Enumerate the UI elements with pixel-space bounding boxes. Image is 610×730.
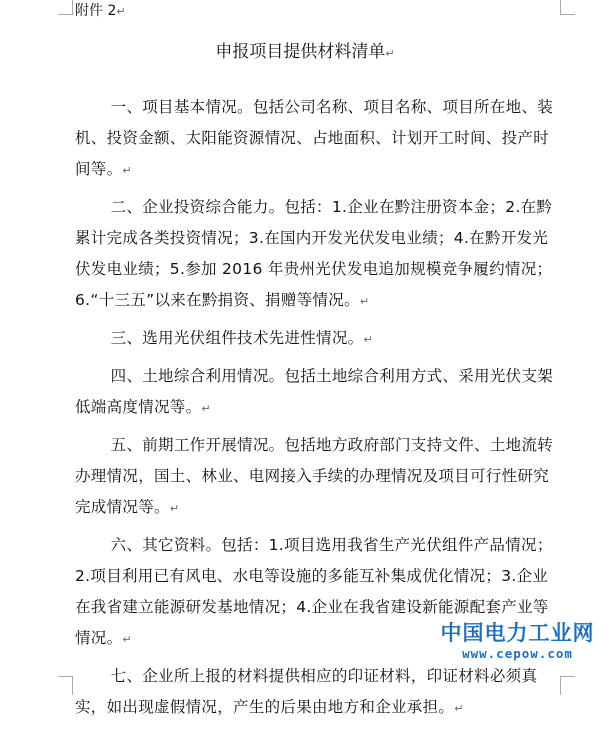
paragraph-mark-icon: ↵ bbox=[122, 164, 132, 177]
paragraph-mark-icon: ↵ bbox=[201, 402, 211, 415]
paragraph-mark-icon: ↵ bbox=[359, 295, 370, 308]
paragraph-mark-icon: ↵ bbox=[454, 702, 464, 715]
paragraph-other-materials[interactable] bbox=[75, 530, 555, 655]
page-corner-bottom-left bbox=[58, 676, 73, 695]
paragraph-mark-icon: ↵ bbox=[116, 5, 126, 18]
page-corner-top-left bbox=[58, 0, 73, 15]
paragraph-text: 一、项目基本情况。包括公司名称、项目名称、项目所在地、装机、投资金额、太阳能资源情况、占地面积、计划开工时间、投产时间等。 bbox=[75, 98, 554, 178]
paragraph-preliminary-work[interactable] bbox=[75, 430, 555, 524]
paragraph-basic-info[interactable] bbox=[75, 92, 555, 186]
paragraph-investment-capacity[interactable] bbox=[75, 192, 555, 317]
watermark-url: www.cepow.com bbox=[462, 646, 573, 661]
paragraph-module-technology[interactable] bbox=[75, 323, 555, 355]
paragraph-mark-icon: ↵ bbox=[385, 47, 395, 60]
paragraph-text: 六、其它资料。包括：1.项目选用我省生产光伏组件产品情况；2.项目利用已有风电、水电等设施的多能互补集成优化情况；3.企业在我省建立能源研发基地情况；4.企业在我省建设新能源配套产业等情况。 bbox=[75, 536, 553, 647]
paragraph-mark-icon: ↵ bbox=[122, 633, 132, 646]
paragraph-mark-icon: ↵ bbox=[169, 502, 180, 515]
paragraph-text: 七、企业所上报的材料提供相应的印证材料，印证材料必须真实，如出现虚假情况，产生的后果由地方和企业承担。 bbox=[75, 667, 538, 716]
document-title-line[interactable] bbox=[0, 40, 610, 66]
page-corner-bottom-right bbox=[560, 676, 575, 695]
document-body[interactable] bbox=[75, 92, 555, 730]
watermark-name: 中国电力工业网 bbox=[440, 621, 595, 645]
paragraph-verification[interactable] bbox=[75, 661, 555, 724]
page-corner-top-right bbox=[560, 0, 575, 15]
document-title: 申报项目提供材料清单 bbox=[215, 42, 386, 62]
paragraph-text: 四、土地综合利用情况。包括土地综合利用方式、采用光伏支架低端高度情况等。 bbox=[75, 367, 554, 416]
paragraph-text: 二、企业投资综合能力。包括：1.企业在黔注册资本金；2.在黔累计完成各类投资情况；3.在国内开发光伏发电业绩；4.在黔开发光伏发电业绩；5.参加 2016 年贵州光伏发电追加规模竞争履约情况；6.“十三五”以来在黔捐资、捐赠等情况。 bbox=[75, 198, 553, 309]
paragraph-text: 五、前期工作开展情况。包括地方政府部门支持文件、土地流转办理情况，国土、林业、电网接入手续的办理情况及项目可行性研究完成情况等。 bbox=[75, 436, 554, 516]
paragraph-text: 三、选用光伏组件技术先进性情况。 bbox=[110, 329, 364, 347]
attachment-label-line[interactable] bbox=[75, 2, 126, 21]
attachment-label: 附件 2 bbox=[75, 3, 117, 19]
paragraph-land-use[interactable] bbox=[75, 361, 555, 424]
paragraph-mark-icon: ↵ bbox=[363, 333, 373, 346]
